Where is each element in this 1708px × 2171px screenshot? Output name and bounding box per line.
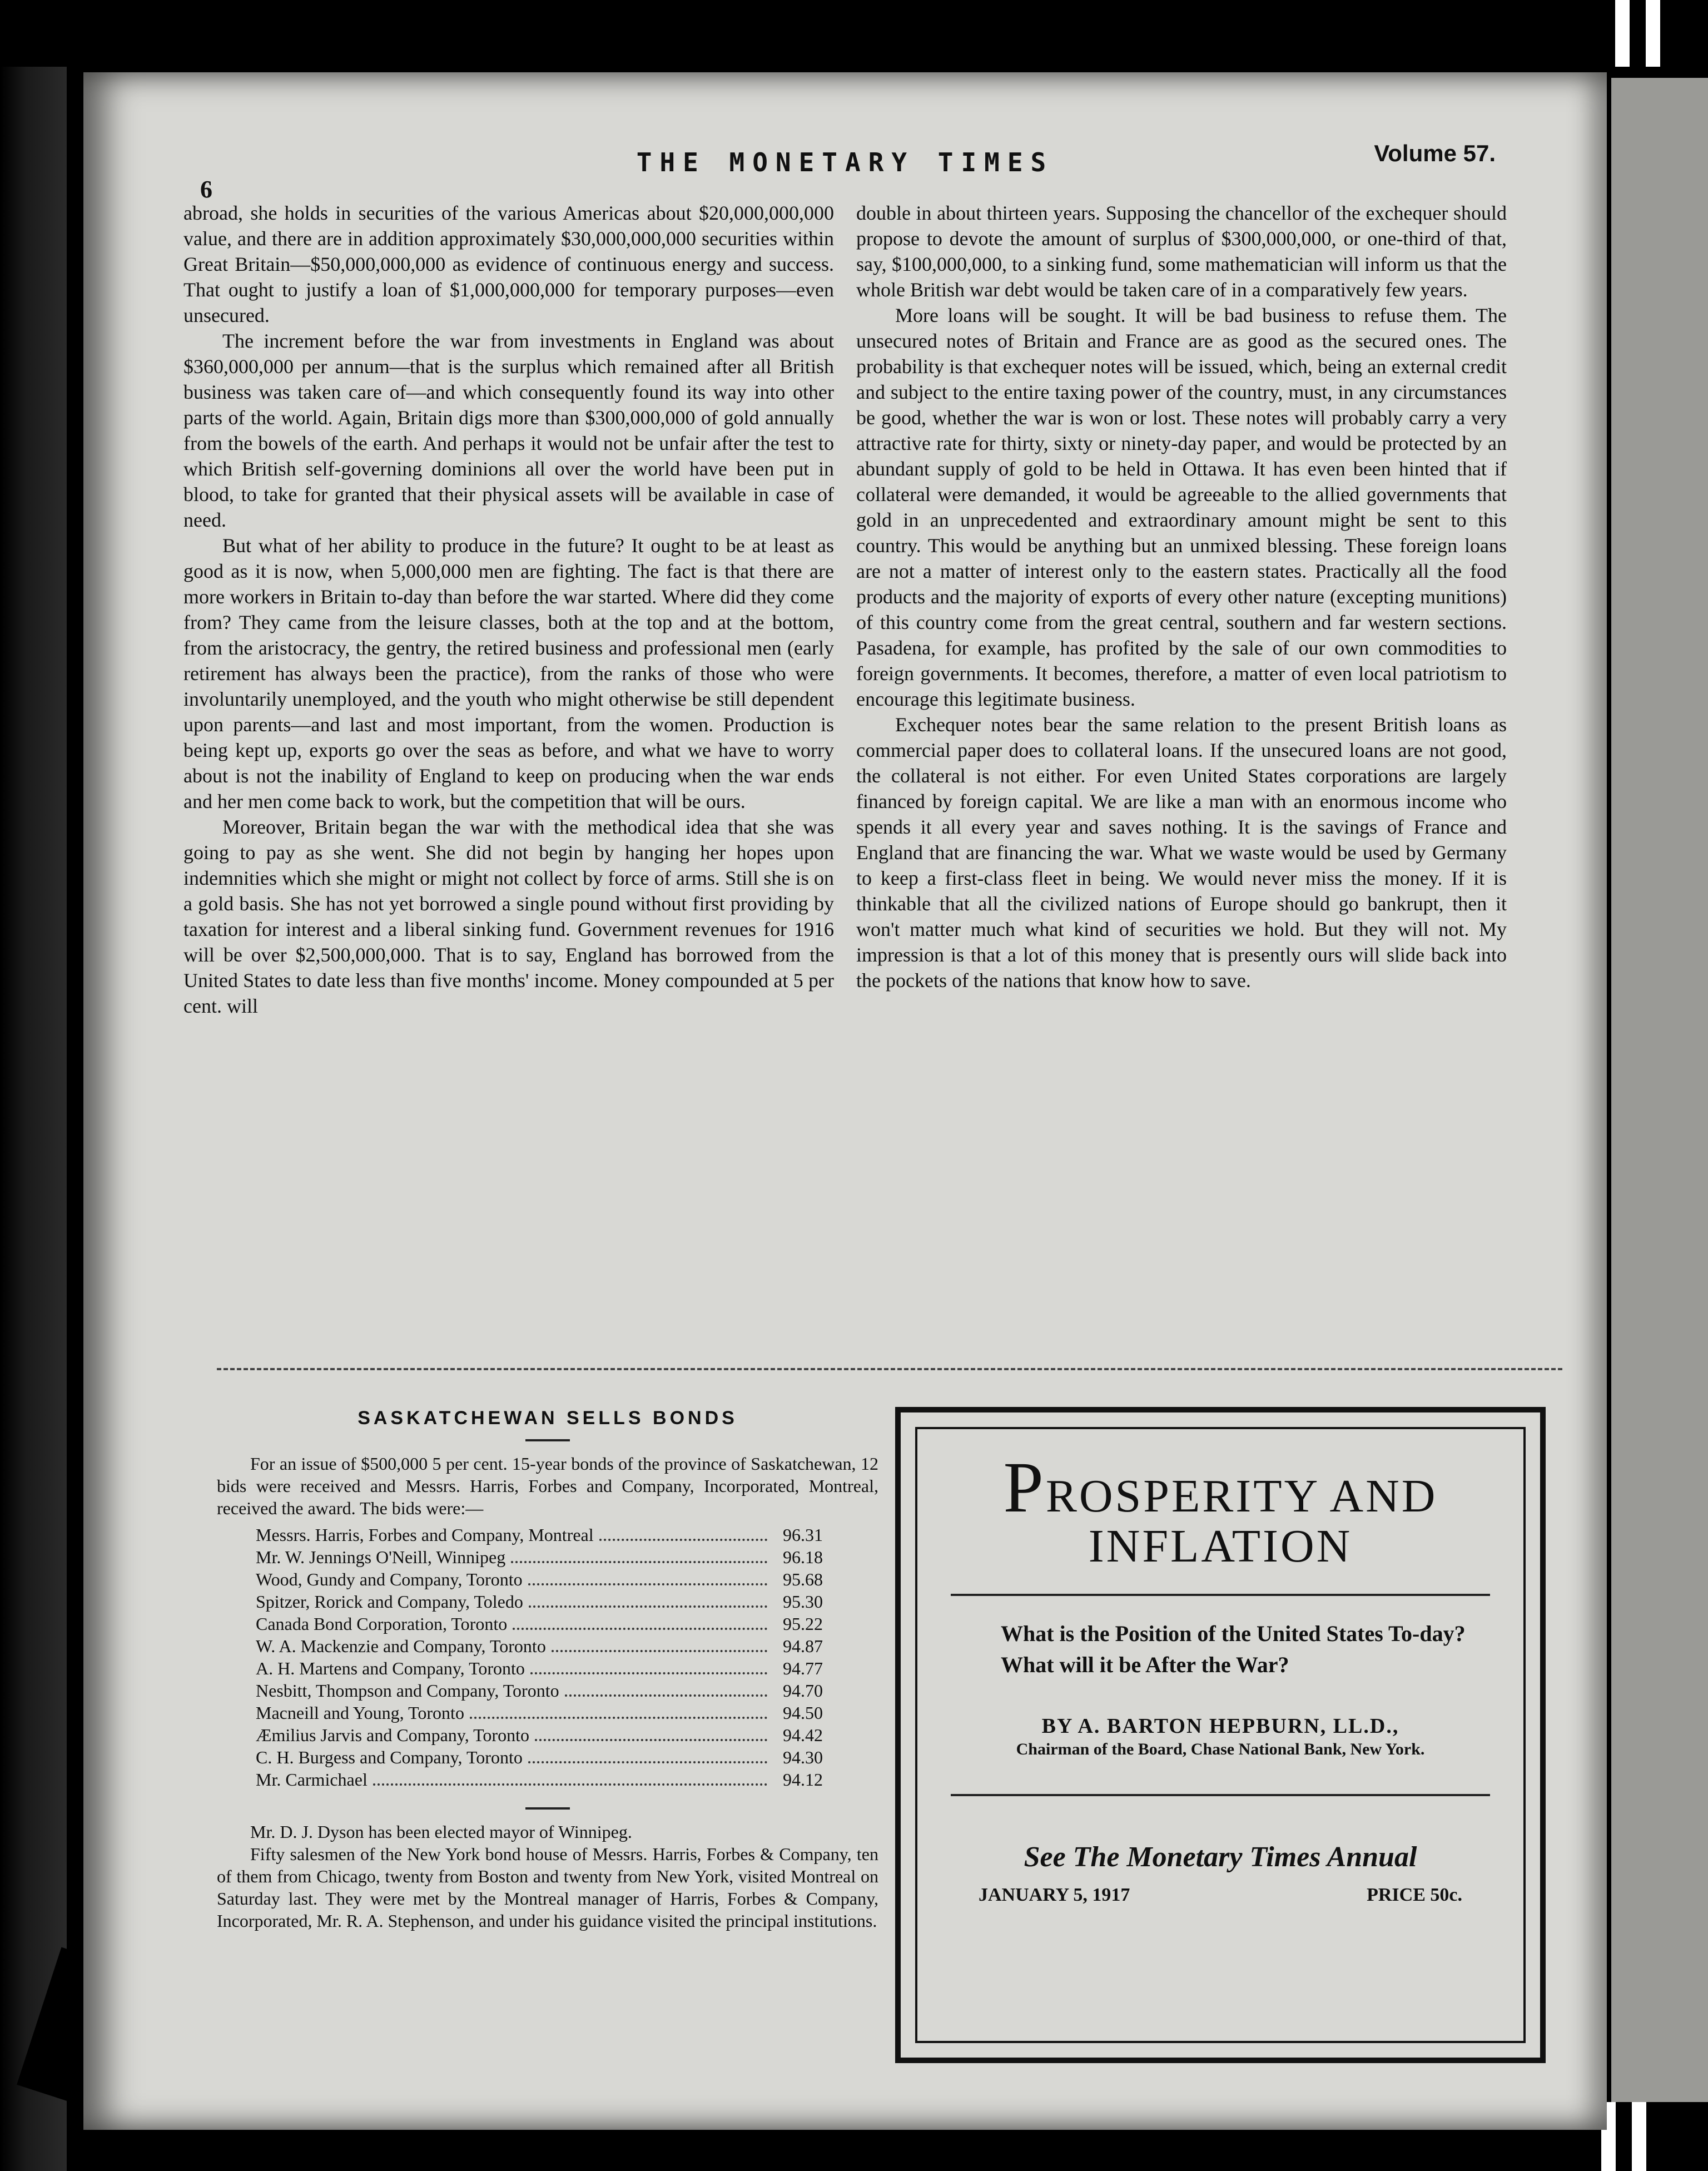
paragraph: double in about thirteen years. Supposing the chancellor of the exchequer should propose to devote the amount of surplus of $300,000,000, or one-third of that, say, $100,000,000, to a sinking fund, some mathematician will inform us that the whole British war debt would be taken care of in a comparatively few years. — [856, 202, 1507, 301]
bid-price: 94.12 — [783, 1769, 823, 1790]
bid-price: 94.77 — [783, 1658, 823, 1678]
advertisement-box — [895, 1407, 1546, 2063]
leader-dots — [529, 1605, 767, 1608]
bidder-name: Æmilius Jarvis and Company, Toronto — [256, 1725, 529, 1745]
news-note: Fifty salesmen of the New York bond house of Messrs. Harris, Forbes & Company, ten of them from Chicago, twenty from Boston and twenty from New York, visited Montreal on Saturday last. They were met by the Montreal manager of Harris, Forbes & Company, Incorporated, Mr. R. A. Stephenson, and under his guidance visited the principal institutions. — [217, 1844, 878, 1931]
bid-price: 94.87 — [783, 1636, 823, 1656]
ad-title-line2: INFLATION — [1088, 1520, 1353, 1572]
leader-dots — [511, 1561, 767, 1563]
bid-price: 94.42 — [783, 1725, 823, 1745]
leader-dots — [599, 1539, 767, 1541]
bidder-name: Spitzer, Rorick and Company, Toledo — [256, 1592, 523, 1612]
bid-price: 95.30 — [783, 1592, 823, 1612]
bid-price: 95.68 — [783, 1569, 823, 1589]
ad-call-to-action: See The Monetary Times Annual — [1024, 1841, 1417, 1873]
bonds-heading: SASKATCHEWAN SELLS BONDS — [358, 1407, 738, 1429]
paragraph: abroad, she holds in securities of the various Americas about $20,000,000,000 value, and there are in addition approximately $30,000,000,000 securities within Great Britain—$50,000,000,000 as evidence of continuous energy and success. That ought to justify a loan of $1,000,000,000 for temporary purposes—even unsecured. — [183, 202, 834, 326]
leader-dots — [513, 1628, 767, 1630]
leader-dots — [552, 1650, 767, 1652]
bid-price: 94.50 — [783, 1703, 823, 1723]
bidder-name: Wood, Gundy and Company, Toronto — [256, 1569, 523, 1589]
bid-price: 96.31 — [783, 1525, 823, 1545]
bidder-name: Nesbitt, Thompson and Company, Toronto — [256, 1681, 559, 1701]
bid-row — [256, 1746, 823, 1768]
bid-row — [256, 1568, 823, 1590]
bidder-name: Mr. W. Jennings O'Neill, Winnipeg — [256, 1547, 506, 1567]
leader-dots — [530, 1672, 767, 1674]
scan-marker — [1646, 0, 1660, 67]
paragraph: But what of her ability to produce in the future? It ought to be at least as good as it is now, when 5,000,000 men are fighting. The fact is that there are more workers in Britain to-day than before the war started. Where did they come from? They came from the leisure classes, both at the top and at the bottom, from the aristocracy, the gentry, the retired business and professional men (early retirement has always been the practice), from the ranks of those who were involuntarily unemployed, and the youth who might otherwise be still dependent upon parents—and last and most important, from the women. Production is being kept up, exports go over the seas as before, and what we have to worry about is not the inability of England to keep on producing when the war ends and her men come back to work, but the competition that will be ours. — [183, 534, 834, 812]
leader-dots — [528, 1583, 767, 1585]
bid-price: 95.22 — [783, 1614, 823, 1634]
ad-date: JANUARY 5, 1917 — [979, 1885, 1130, 1905]
paragraph: Moreover, Britain began the war with the methodical idea that she was going to pay as she went. She did not begin by hanging her hopes upon indemnities which she might or might not collect by force of arms. Still she is on a gold basis. She has not yet borrowed a single pound without first providing by taxation for interest and a liberal sinking fund. Government revenues for 1916 will be over $2,500,000,000. That is to say, England has borrowed from the United States to date less than five months' income. Money compounded at 5 per cent. will — [183, 816, 834, 1017]
bid-row — [256, 1546, 823, 1568]
bid-row — [256, 1657, 823, 1679]
book-binding — [0, 67, 67, 2171]
bidder-name: C. H. Burgess and Company, Toronto — [256, 1747, 523, 1767]
bid-row — [256, 1635, 823, 1657]
bidder-name: Mr. Carmichael — [256, 1769, 368, 1790]
bid-row — [256, 1524, 823, 1546]
bid-price: 94.30 — [783, 1747, 823, 1767]
bidder-name: Messrs. Harris, Forbes and Company, Montreal — [256, 1525, 594, 1545]
ad-footer — [940, 1885, 1501, 1906]
ad-affiliation: Chairman of the Board, Chase National Bank, New York. — [1016, 1740, 1425, 1758]
leader-dots — [373, 1783, 767, 1786]
ad-title-initial: P — [1003, 1448, 1046, 1528]
leader-dots — [528, 1761, 767, 1763]
paragraph: The increment before the war from investments in England was about $360,000,000 per annum—that is the surplus which remained after all British business was taken care of—and which consequently found its way into other parts of the world. Again, Britain digs more than $300,000,000 of gold annually from the bowels of the earth. And perhaps it would not be unfair after the test to which British self-governing dominions all over the world have been put in blood, to take for granted that their physical assets will be available in case of need. — [183, 330, 834, 531]
bidder-name: Macneill and Young, Toronto — [256, 1703, 464, 1723]
masthead: THE MONETARY TIMES — [636, 147, 1054, 177]
bonds-article — [217, 1407, 878, 1932]
bonds-intro: For an issue of $500,000 5 per cent. 15-year bonds of the province of Saskatchewan, 12 bids were received and Messrs. Harris, Forbes and Company, Incorporated, Montreal, received the award. The bids were:— — [217, 1454, 878, 1518]
paragraph: Exchequer notes bear the same relation to the present British loans as commercial paper does to collateral loans. If the unsecured loans are not good, the collateral is not either. For even United States corporations are largely financed by foreign capital. We are like a man with an enormous income who spends it all every year and saves nothing. It is the savings of France and England that are financing the war. What we waste would be used by Germany to keep a first-class fleet in being. We would never miss the money. If it is thinkable that all the civilized nations of Europe should go bankrupt, then it won't matter much what kind of securities we hold. But they will not. My impression is that a lot of this money that is presently ours will slide back into the pockets of the nations that know how to save. — [856, 713, 1507, 992]
bidder-name: W. A. Mackenzie and Company, Toronto — [256, 1636, 546, 1656]
page-number: 6 — [200, 176, 212, 203]
ad-title-line1: ROSPERITY AND — [1045, 1470, 1438, 1522]
paragraph: More loans will be sought. It will be bad business to refuse them. The unsecured notes of Britain and France are as good as the secured ones. The probability is that exchequer notes will be issued, which, being an external credit and subject to the entire taxing power of the country, must, in any circumstances be good, whether the war is won or lost. These notes will probably carry a very attractive rate for thirty, sixty or ninety-day paper, and would be protected by an abundant supply of gold to be held in Ottawa. It has even been hinted that if collateral were demanded, it would be agreeable to the allied governments that gold in an unprecedented and extraordinary amount might be sent to this country. This would be anything but an unmixed blessing. These foreign loans are not a matter of interest only to the eastern states. Practically all the food products and the majority of exports of every other nature (excepting munitions) of this country come from the great central, southern and far western sections. Pasadena, for example, has profited by the sale of our own commodities to foreign governments. It becomes, therefore, a matter of even local patriotism to encourage this legitimate business. — [856, 304, 1507, 710]
leader-dots — [470, 1717, 767, 1719]
heading-rule — [525, 1439, 570, 1441]
ad-divider — [951, 1594, 1490, 1596]
section-divider — [217, 1368, 1562, 1370]
bid-row — [256, 1679, 823, 1702]
advertisement-inner — [915, 1427, 1526, 2043]
bid-row — [256, 1702, 823, 1724]
scan-marker — [1632, 2096, 1646, 2171]
ad-author: BY A. BARTON HEPBURN, LL.D., — [1041, 1714, 1399, 1738]
article-column-right — [856, 200, 1507, 993]
news-note: Mr. D. J. Dyson has been elected mayor of Winnipeg. — [250, 1822, 632, 1842]
bid-row — [256, 1613, 823, 1635]
ad-title — [940, 1448, 1501, 1572]
bidder-name: Canada Bond Corporation, Toronto — [256, 1614, 508, 1634]
bid-row — [256, 1590, 823, 1613]
magazine-page — [83, 72, 1607, 2130]
article-column-left — [183, 200, 834, 1019]
leader-dots — [565, 1694, 767, 1697]
bid-row — [256, 1768, 823, 1791]
volume-label: Volume 57. — [1374, 140, 1496, 166]
bid-price: 94.70 — [783, 1681, 823, 1701]
bid-row — [256, 1724, 823, 1746]
leader-dots — [535, 1739, 767, 1741]
scan-marker — [1615, 0, 1630, 67]
ad-price: PRICE 50c. — [1367, 1885, 1462, 1905]
ad-question: What is the Position of the United States To-day? What will it be After the War? — [1001, 1621, 1466, 1677]
note-rule — [525, 1807, 570, 1810]
adjacent-page-edge — [1607, 78, 1708, 2102]
bid-price: 96.18 — [783, 1547, 823, 1567]
ad-divider — [951, 1794, 1490, 1796]
bids-list — [256, 1524, 823, 1791]
bidder-name: A. H. Martens and Company, Toronto — [256, 1658, 525, 1678]
